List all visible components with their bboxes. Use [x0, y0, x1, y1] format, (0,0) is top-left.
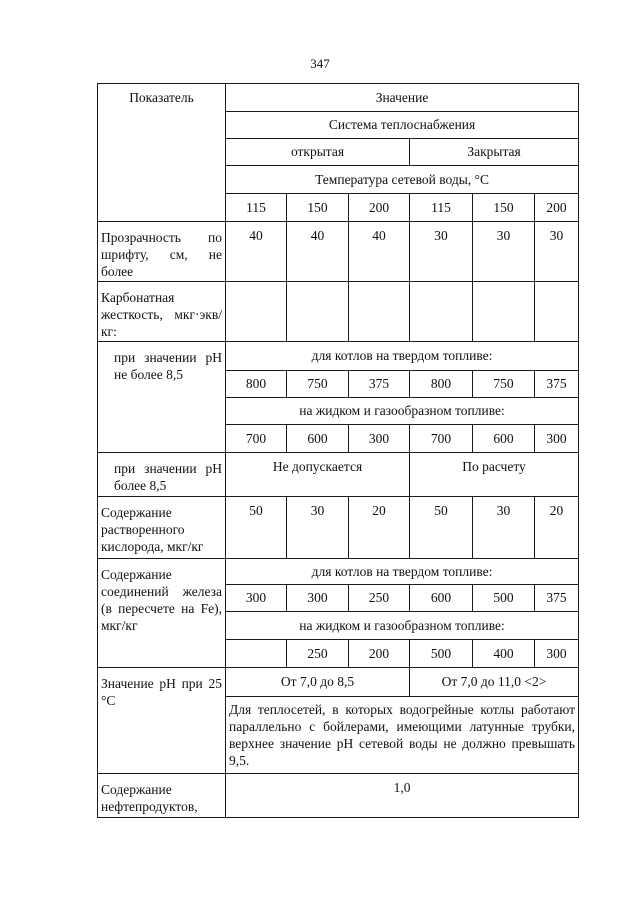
- liquid-fuel-label: на жидком и газообразном топливе:: [226, 398, 579, 425]
- value-cell: 40: [226, 222, 287, 282]
- value-cell: 50: [226, 497, 287, 559]
- value-cell: 300: [349, 425, 410, 453]
- value-cell: [226, 640, 287, 668]
- header-temperature: Температура сетевой воды, °С: [226, 166, 579, 194]
- value-cell: 300: [226, 585, 287, 612]
- empty-cell: [287, 282, 349, 342]
- value-cell: 375: [535, 585, 579, 612]
- value-cell: 50: [410, 497, 473, 559]
- empty-cell: [226, 282, 287, 342]
- value-cell: 375: [535, 371, 579, 398]
- value-cell: 250: [349, 585, 410, 612]
- header-open: открытая: [226, 139, 410, 166]
- temp-cell: 200: [535, 194, 579, 222]
- row-label-oil: Содержание нефтепродуктов,: [98, 774, 226, 818]
- value-cell: 30: [473, 222, 535, 282]
- temp-cell: 150: [473, 194, 535, 222]
- value-cell: 200: [349, 640, 410, 668]
- solid-fuel-label: для котлов на твердом топливе:: [226, 559, 579, 585]
- value-cell: 600: [410, 585, 473, 612]
- value-cell: 500: [410, 640, 473, 668]
- row-label-ph-value: Значение рН при 25 °С: [98, 668, 226, 774]
- value-cell: 600: [287, 425, 349, 453]
- value-cell: 30: [473, 497, 535, 559]
- value-cell: 700: [410, 425, 473, 453]
- header-indicator: Показатель: [98, 84, 226, 222]
- solid-fuel-label: для котлов на твердом топливе:: [226, 342, 579, 371]
- value-cell: 300: [535, 640, 579, 668]
- value-cell: 500: [473, 585, 535, 612]
- value-cell: 300: [287, 585, 349, 612]
- value-cell: 30: [410, 222, 473, 282]
- water-quality-table: [97, 83, 579, 818]
- empty-cell: [349, 282, 410, 342]
- value-cell: 20: [535, 497, 579, 559]
- value-cell: 40: [287, 222, 349, 282]
- value-cell: 40: [349, 222, 410, 282]
- header-closed: Закрытая: [410, 139, 579, 166]
- value-cell: 700: [226, 425, 287, 453]
- ph-high-closed: По расчету: [410, 453, 579, 497]
- liquid-fuel-label: на жидком и газообразном топливе:: [226, 612, 579, 640]
- temp-cell: 115: [410, 194, 473, 222]
- row-label-iron: Содержание соединений железа (в пересчете на Fe), мкг/кг: [98, 559, 226, 668]
- ph-value-open: От 7,0 до 8,5: [226, 668, 410, 697]
- empty-cell: [473, 282, 535, 342]
- ph-value-closed: От 7,0 до 11,0 <2>: [410, 668, 579, 697]
- value-cell: 30: [287, 497, 349, 559]
- value-cell: 20: [349, 497, 410, 559]
- row-label-carbonate: Карбонатная жесткость, мкг·экв/кг:: [98, 282, 226, 342]
- empty-cell: [410, 282, 473, 342]
- row-label-ph-high: при значении рН более 8,5: [98, 453, 226, 497]
- temp-cell: 200: [349, 194, 410, 222]
- ph-high-open: Не допускается: [226, 453, 410, 497]
- value-cell: 600: [473, 425, 535, 453]
- row-label-ph-low: при значении рН не более 8,5: [98, 342, 226, 453]
- row-label-oxygen: Содержание растворенного кислорода, мкг/кг: [98, 497, 226, 559]
- temp-cell: 115: [226, 194, 287, 222]
- row-label-transparency: Прозрачность по шрифту, см, не более: [98, 222, 226, 282]
- oil-value: 1,0: [226, 774, 579, 818]
- header-system: Система теплоснабжения: [226, 112, 579, 139]
- value-cell: 750: [287, 371, 349, 398]
- value-cell: 250: [287, 640, 349, 668]
- value-cell: 300: [535, 425, 579, 453]
- empty-cell: [535, 282, 579, 342]
- page-number: 347: [310, 56, 330, 71]
- value-cell: 750: [473, 371, 535, 398]
- header-value: Значение: [226, 84, 579, 112]
- value-cell: 400: [473, 640, 535, 668]
- temp-cell: 150: [287, 194, 349, 222]
- ph-note: Для теплосетей, в которых водогрейные котлы работают параллельно с бойлерами, имеющими латунные трубки, верхнее значение рН сетевой воды не должно превышать 9,5.: [226, 697, 579, 774]
- value-cell: 375: [349, 371, 410, 398]
- value-cell: 800: [410, 371, 473, 398]
- value-cell: 30: [535, 222, 579, 282]
- value-cell: 800: [226, 371, 287, 398]
